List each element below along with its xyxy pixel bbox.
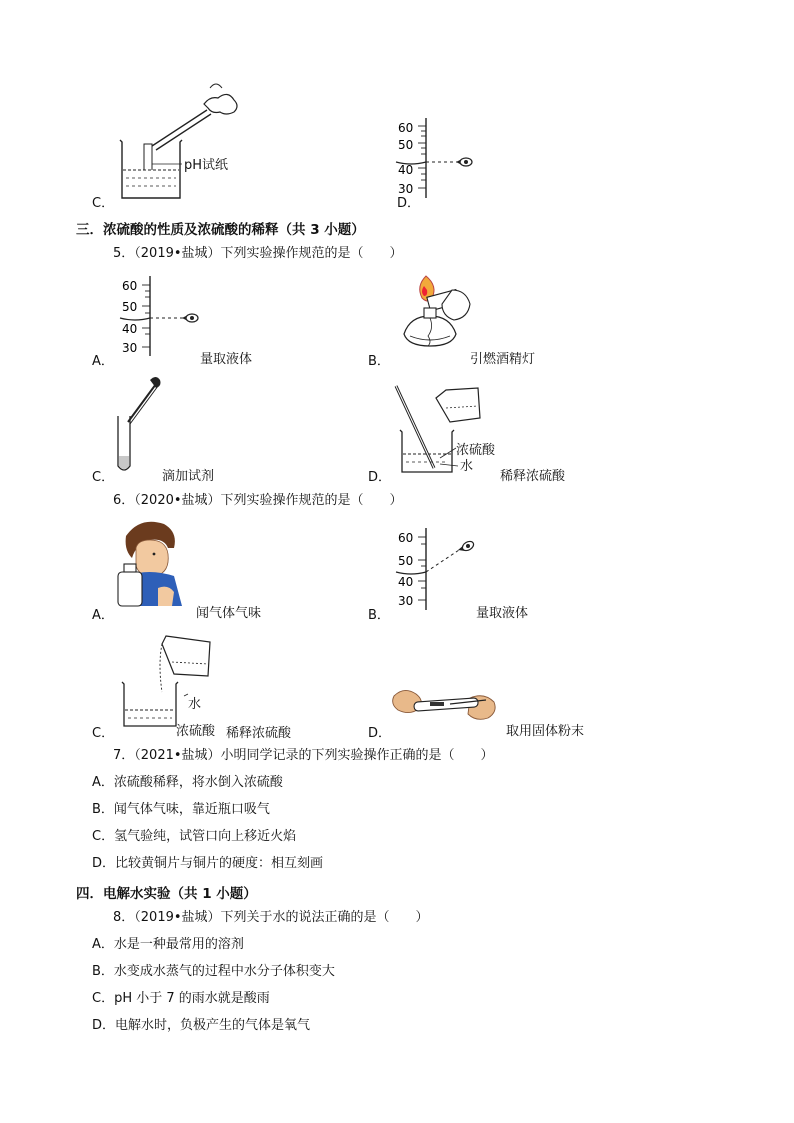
- dropper-test-tube-figure: [110, 374, 170, 474]
- q5-option-c-label: 滴加试剂: [162, 469, 215, 484]
- q6-cylinder-figure: [396, 528, 486, 612]
- q6-option-b-label: 量取液体: [476, 606, 529, 621]
- ph-paper-beaker-figure: [112, 82, 252, 202]
- q5-option-c-letter: C．: [92, 470, 115, 485]
- q8-option-b: B．水变成水蒸气的过程中水分子体积变大: [92, 964, 335, 979]
- q5-option-a-label: 量取液体: [200, 352, 253, 367]
- section-4-heading: 四．电解水实验（共 1 小题）: [76, 886, 257, 902]
- q6-dilution-figure: [118, 630, 228, 730]
- q6-c-tag-1: 水: [188, 697, 202, 712]
- question-8-stem: 8．（2019•盐城）下列关于水的说法正确的是（ ）: [113, 910, 429, 925]
- q7-option-c: C．氢气验纯，试管口向上移近火焰: [92, 829, 297, 844]
- powder-tube-figure: [390, 682, 500, 728]
- q5-option-b-letter: B．: [368, 354, 390, 369]
- section-3-heading: 三．浓硫酸的性质及浓硫酸的稀释（共 3 小题）: [76, 222, 365, 238]
- q6-option-c-letter: C．: [92, 726, 115, 741]
- svg-text:30: 30: [122, 341, 138, 355]
- q6-option-d-label: 取用固体粉末: [506, 724, 585, 739]
- q6-option-b-letter: B．: [368, 608, 390, 623]
- q5-d-tag-1: 浓硫酸: [456, 443, 496, 458]
- svg-text:60: 60: [398, 121, 414, 135]
- q8-option-a: A．水是一种最常用的溶剂: [92, 937, 244, 952]
- q5-dilution-figure: [394, 382, 514, 474]
- svg-text:40: 40: [398, 575, 414, 589]
- smelling-gas-figure: [114, 518, 194, 608]
- ph-paper-caption: pH试纸: [184, 158, 229, 173]
- q6-option-a-label: 闻气体气味: [196, 606, 262, 621]
- svg-text:60: 60: [398, 531, 414, 545]
- svg-text:40: 40: [122, 322, 138, 336]
- q8-option-d: D．电解水时，负极产生的气体是氧气: [92, 1018, 311, 1033]
- q5-option-b-label: 引燃酒精灯: [470, 352, 536, 367]
- q6-option-d-letter: D．: [368, 726, 392, 741]
- svg-text:30: 30: [398, 182, 414, 196]
- question-5-stem: 5．（2019•盐城）下列实验操作规范的是（ ）: [113, 246, 403, 261]
- question-6-stem: 6．（2020•盐城）下列实验操作规范的是（ ）: [113, 493, 403, 508]
- q5-option-d-label: 稀释浓硫酸: [500, 469, 566, 484]
- q8-option-c: C．pH 小于 7 的雨水就是酸雨: [92, 991, 270, 1006]
- q7-option-b: B．闻气体气味，靠近瓶口吸气: [92, 802, 270, 817]
- svg-text:30: 30: [398, 594, 414, 608]
- svg-text:60: 60: [122, 279, 138, 293]
- q6-option-a-letter: A．: [92, 608, 114, 623]
- q7-option-a: A．浓硫酸稀释，将水倒入浓硫酸: [92, 775, 283, 790]
- svg-text:50: 50: [398, 554, 414, 568]
- option-d-letter: D．: [397, 196, 421, 211]
- svg-text:50: 50: [398, 138, 414, 152]
- option-c-letter: C．: [92, 196, 115, 211]
- alcohol-lamp-figure: [390, 272, 480, 358]
- q5-option-a-letter: A．: [92, 354, 114, 369]
- q6-c-tag-2: 浓硫酸: [176, 724, 216, 739]
- question-7-stem: 7．（2021•盐城）小明同学记录的下列实验操作正确的是（ ）: [113, 748, 494, 763]
- q5-option-d-letter: D．: [368, 470, 392, 485]
- q7-option-d: D．比较黄铜片与铜片的硬度：相互刻画: [92, 856, 324, 871]
- q5-cylinder-figure: [120, 276, 210, 358]
- svg-text:40: 40: [398, 163, 414, 177]
- q6-option-c-label: 稀释浓硫酸: [226, 726, 292, 741]
- svg-text:50: 50: [122, 300, 138, 314]
- graduated-cylinder-figure: [396, 118, 486, 202]
- q5-d-tag-2: 水: [460, 459, 474, 474]
